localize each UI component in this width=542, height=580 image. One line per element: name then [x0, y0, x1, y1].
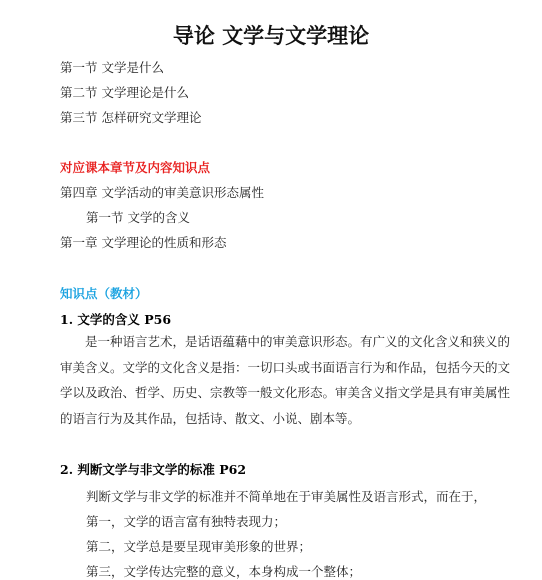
point-2-criterion-3: 第三，文学传达完整的意义，本身构成一个整体；	[86, 564, 362, 579]
chapter-item-1: 第一章 文学理论的性质和形态	[60, 235, 227, 250]
section-item-1: 第一节 文学是什么	[60, 60, 164, 75]
point-2-criterion-2: 第二，文学总是要呈现审美形象的世界；	[86, 539, 312, 554]
point-1-paragraph: 是一种语言艺术，是话语蕴藉中的审美意识形态。有广义的文化含义和狭义的审美含义。文学的文化含义是指：一切口头或书面语言行为和作品，包括今天的文学以及政治、哲学、历史、宗教等一般文化形态。审美含义指文学是具有审美属性的语言行为及其作品，包括诗、散文、小说、剧本等。	[60, 334, 511, 426]
knowledge-heading: 知识点（教材）	[60, 286, 148, 301]
point-2-intro: 判断文学与非文学的标准并不简单地在于审美属性及语言形式，而在于，	[86, 489, 487, 504]
point-1-heading: 1. 文学的含义 P56	[60, 312, 172, 327]
section-item-3: 第三节 怎样研究文学理论	[60, 110, 202, 125]
corresponding-heading: 对应课本章节及内容知识点	[60, 160, 211, 175]
point-2-heading: 2. 判断文学与非文学的标准 P62	[60, 462, 247, 477]
chapter-item-4: 第四章 文学活动的审美意识形态属性	[60, 185, 264, 200]
point-2-criterion-1: 第一，文学的语言富有独特表现力；	[86, 514, 287, 529]
page-title: 导论 文学与文学理论	[172, 24, 370, 48]
chapter-4-section-1: 第一节 文学的含义	[86, 210, 190, 225]
section-item-2: 第二节 文学理论是什么	[60, 85, 189, 100]
